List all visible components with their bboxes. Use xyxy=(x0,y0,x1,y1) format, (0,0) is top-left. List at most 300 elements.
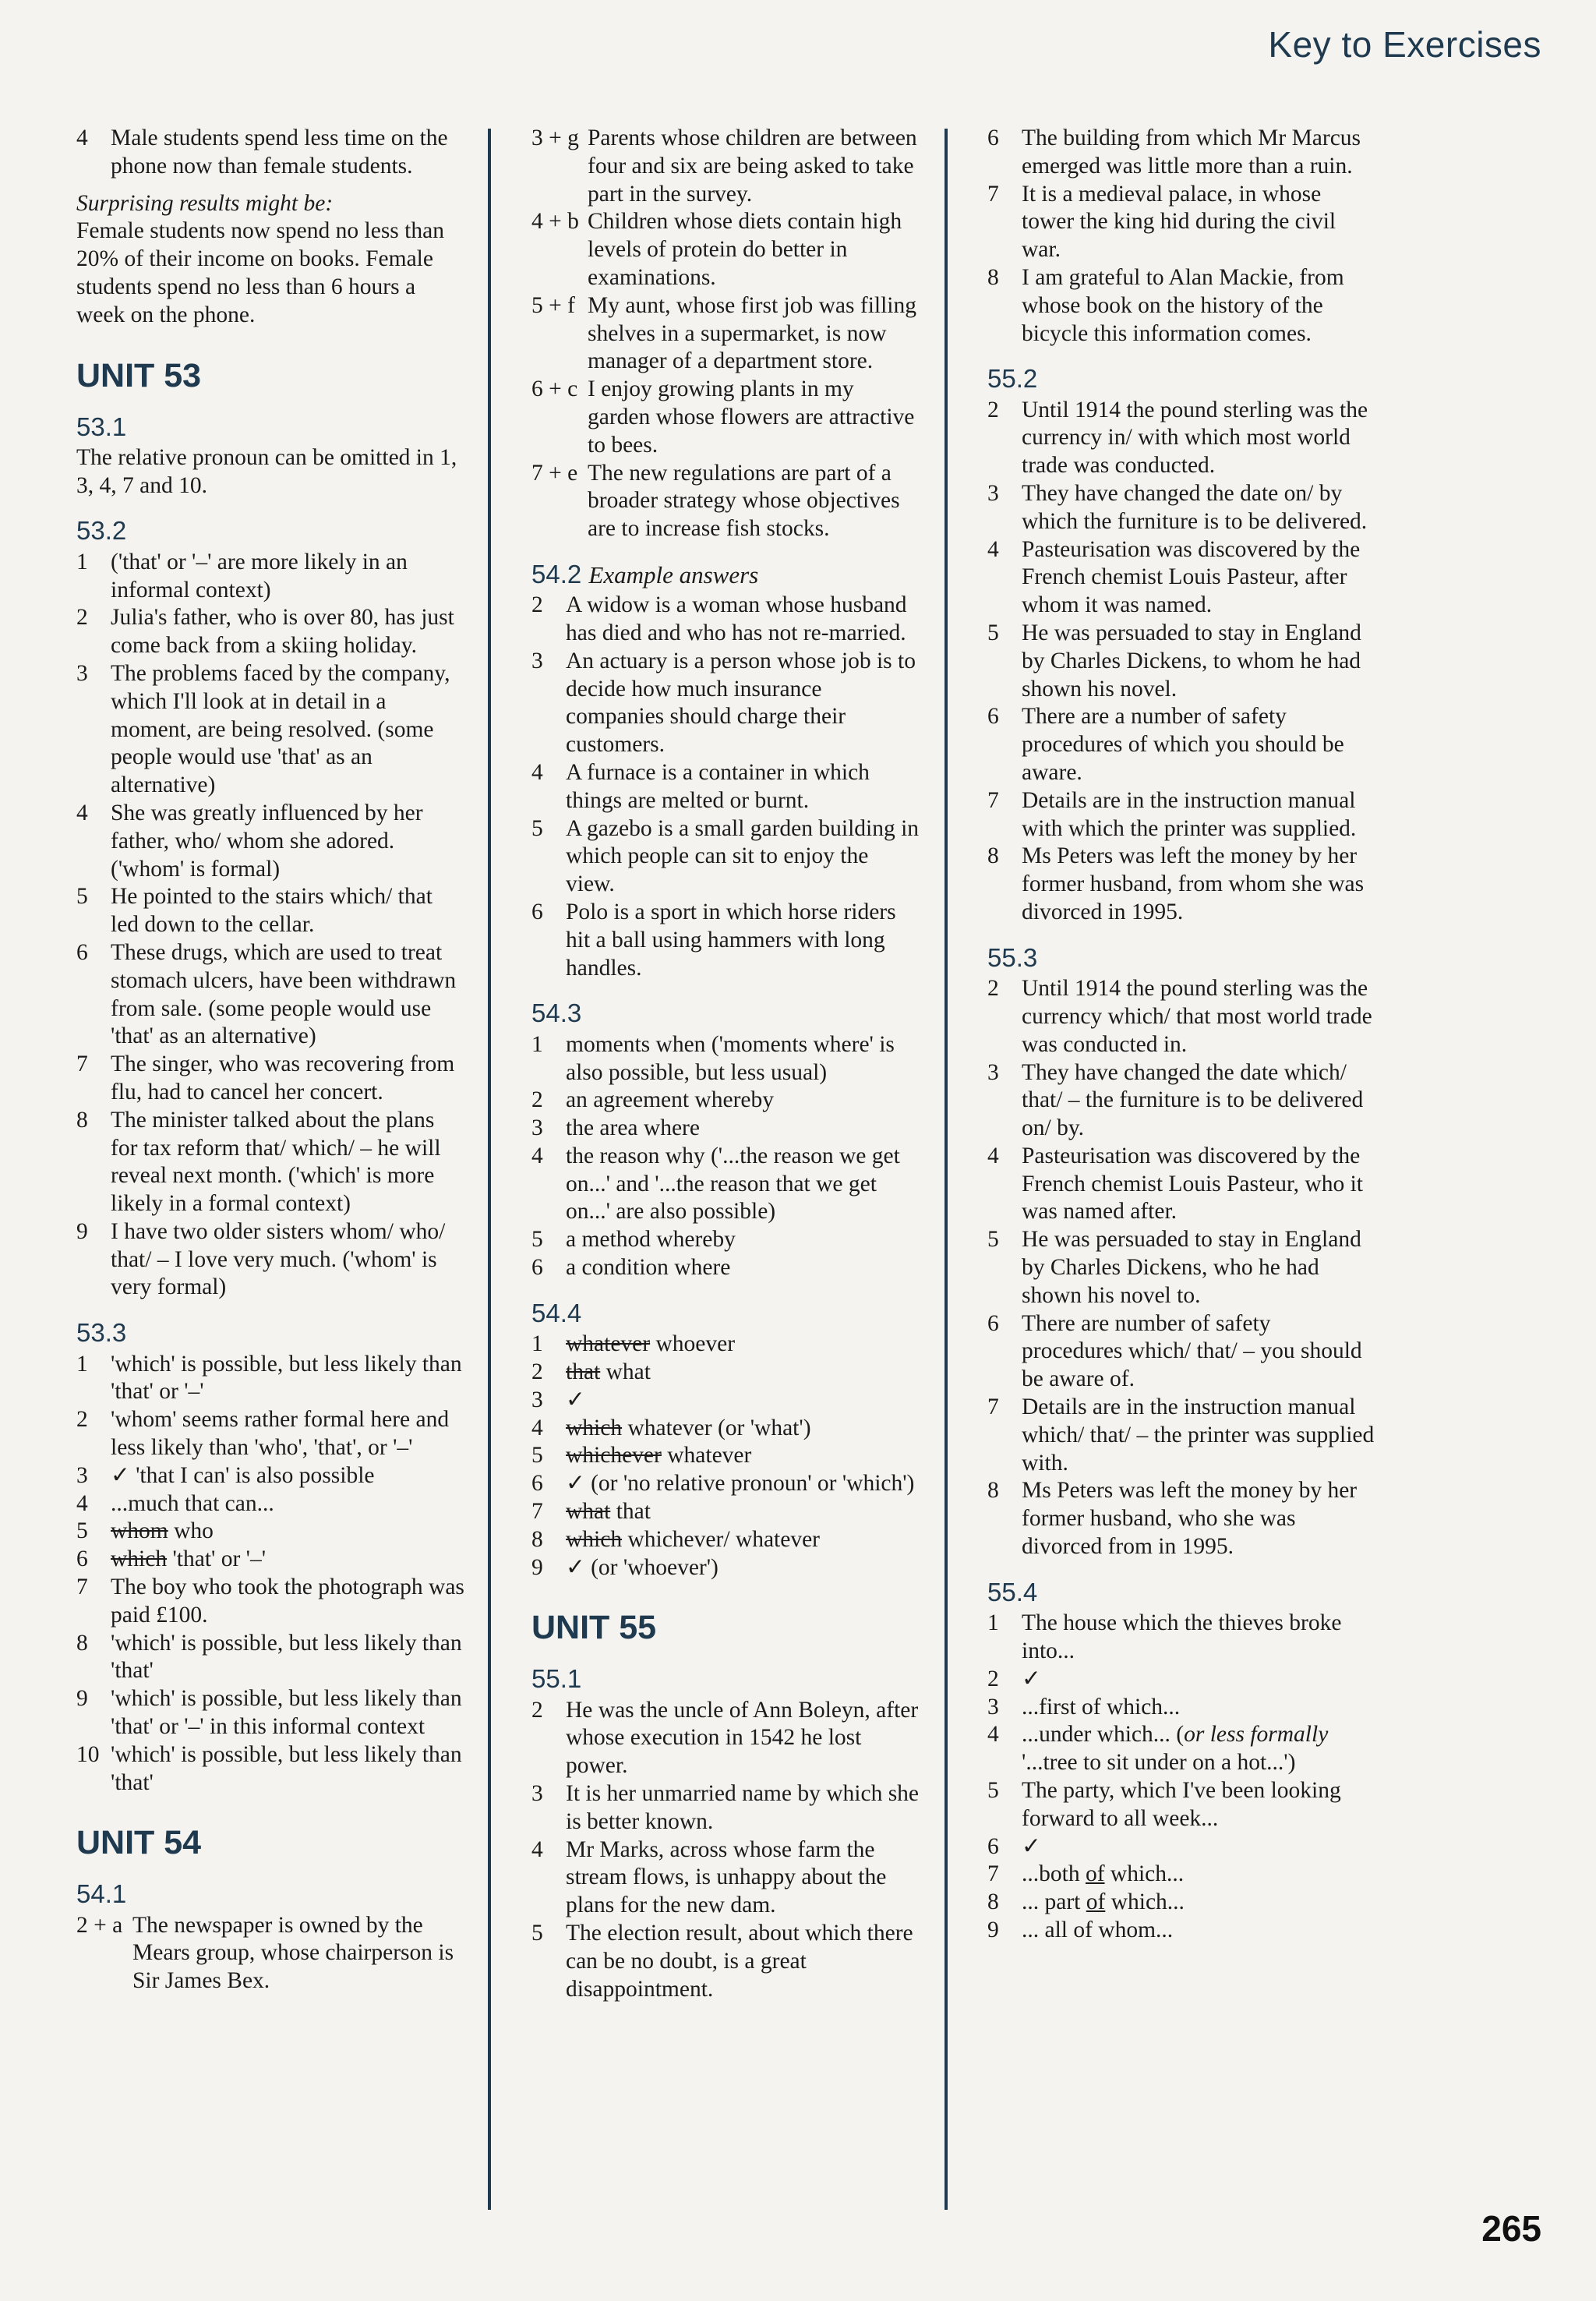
item-text-part: Details are in the instruction manual with which the printer was supplied. xyxy=(1022,787,1357,841)
item-text xyxy=(132,1912,466,1995)
item-text xyxy=(1022,1310,1377,1394)
struck-word: what xyxy=(566,1498,611,1524)
answer-item xyxy=(531,1087,921,1115)
item-number: 8 xyxy=(987,843,999,869)
section-heading: 54.1 xyxy=(76,1879,127,1909)
item-number: 5 xyxy=(76,884,88,910)
item-text xyxy=(566,592,921,648)
item-number: 6 xyxy=(76,939,88,965)
item-number: 2 xyxy=(76,605,88,631)
item-text-part: ... part xyxy=(1022,1889,1086,1915)
answer-item xyxy=(987,1777,1377,1833)
item-text xyxy=(1022,1694,1377,1722)
answer-item xyxy=(987,703,1377,786)
item-number: 5 xyxy=(531,815,543,841)
answer-item xyxy=(531,1780,921,1836)
answer-item xyxy=(76,604,466,660)
item-number: 5 xyxy=(76,1518,88,1544)
item-number: 7 xyxy=(987,1861,999,1887)
item-number: 4 xyxy=(987,1143,999,1168)
item-text-part: 'that' or '–' xyxy=(172,1546,267,1572)
item-text-part: The election result, about which there can be no doubt, is a great disappointment. xyxy=(566,1921,913,2002)
item-text-part: He pointed to the stairs which/ that led down to the cellar. xyxy=(111,884,433,938)
item-text xyxy=(566,759,921,815)
item-number: 5 xyxy=(531,1227,543,1253)
item-number: 5 xyxy=(987,1777,999,1803)
unit-heading: UNIT 53 xyxy=(76,356,202,394)
answer-item xyxy=(531,125,921,208)
item-text-part: which... xyxy=(1105,1889,1185,1915)
item-text-part: The minister talked about the plans for tax reform that/ which/ – he will reveal next month. ('which' is more likely in a formal context) xyxy=(111,1107,441,1217)
answer-item xyxy=(987,1833,1377,1861)
item-text-part: ...under which... ( xyxy=(1022,1722,1185,1748)
item-text-part: The building from which Mr Marcus emerged was little more than a ruin. xyxy=(1022,125,1361,178)
answer-item xyxy=(987,181,1377,264)
item-text xyxy=(566,1780,921,1836)
item-number: 5 + f xyxy=(531,292,575,318)
item-text-part: ('that' or '–' are more likely in an informal context) xyxy=(111,549,408,603)
item-text xyxy=(1022,1059,1377,1143)
answer-list xyxy=(531,1331,921,1582)
item-text-part: Ms Peters was left the money by her former husband, from whom she was divorced in 1995. xyxy=(1022,843,1365,925)
item-number: 2 xyxy=(531,1697,543,1723)
item-text xyxy=(566,1697,921,1780)
item-number: 4 xyxy=(76,800,88,825)
item-number: 1 xyxy=(531,1031,543,1057)
item-text-part: Mr Marks, across whose farm the stream flows, is unhappy about the plans for the new dam. xyxy=(566,1836,887,1918)
struck-word: which xyxy=(111,1546,168,1572)
item-text-part: He was the uncle of Ann Boleyn, after whose execution in 1542 he lost power. xyxy=(566,1697,919,1779)
section-heading: 55.2 xyxy=(987,364,1038,394)
item-text xyxy=(1022,1777,1377,1833)
answer-item xyxy=(987,1917,1377,1945)
answer-item xyxy=(531,1554,921,1582)
item-number: 6 xyxy=(76,1546,88,1572)
item-text xyxy=(111,1490,466,1518)
item-text xyxy=(566,1254,921,1282)
item-text-part: a method whereby xyxy=(566,1227,736,1253)
item-number: 6 xyxy=(987,1833,999,1859)
answer-list xyxy=(987,397,1377,927)
item-number: 7 xyxy=(531,1498,543,1524)
section-heading: 55.1 xyxy=(531,1664,582,1694)
item-number: 2 xyxy=(531,1359,543,1384)
item-italic-note: or less formally xyxy=(1184,1722,1329,1748)
item-text-part: the area where xyxy=(566,1115,700,1141)
section-note: Example answers xyxy=(588,560,759,589)
answer-item xyxy=(531,1415,921,1443)
item-text-part: The party, which I've been looking forward to all week... xyxy=(1022,1777,1341,1831)
item-text-part: whoever xyxy=(655,1331,736,1357)
item-text xyxy=(566,1359,921,1387)
item-number: 2 + a xyxy=(76,1912,123,1938)
item-text xyxy=(566,1836,921,1920)
item-text xyxy=(566,899,921,982)
answer-list xyxy=(531,592,921,982)
item-text-part: ✓ 'that I can' is also possible xyxy=(111,1462,375,1488)
item-text-part: I enjoy growing plants in my garden whose flowers are attractive to bees. xyxy=(588,376,915,458)
answer-item xyxy=(76,1051,466,1107)
item-number: 6 xyxy=(987,1310,999,1336)
answer-item xyxy=(987,1889,1377,1917)
item-text-part: '...tree to sit under on a hot...') xyxy=(1022,1722,1334,1776)
answer-item xyxy=(531,592,921,648)
item-text xyxy=(1022,397,1377,480)
item-text xyxy=(566,1331,921,1359)
item-number: 3 xyxy=(531,1781,543,1807)
answer-item xyxy=(987,125,1377,181)
item-text xyxy=(588,208,921,292)
item-text xyxy=(566,1031,921,1087)
answer-item xyxy=(531,1836,921,1920)
item-text-part: the reason why ('...the reason we get on...' and '...the reason that we get on...' are also possible) xyxy=(566,1143,900,1225)
item-text-part: whatever xyxy=(667,1443,752,1469)
answer-list xyxy=(76,1351,466,1797)
answer-item xyxy=(987,787,1377,843)
item-text xyxy=(1022,975,1377,1059)
item-text xyxy=(1022,1394,1377,1477)
answer-item xyxy=(987,397,1377,480)
answer-item xyxy=(987,1861,1377,1889)
item-text xyxy=(1022,480,1377,536)
answer-item xyxy=(987,536,1377,620)
answer-item xyxy=(76,1406,466,1462)
answer-item xyxy=(76,125,466,181)
item-number: 3 xyxy=(531,1115,543,1141)
answer-list xyxy=(531,1031,921,1282)
item-number: 4 xyxy=(531,1143,543,1168)
item-text-part: My aunt, whose first job was filling shelves in a supermarket, is now manager of a department store. xyxy=(588,292,916,374)
item-text xyxy=(566,1387,921,1415)
answer-item xyxy=(76,1490,466,1518)
answer-item xyxy=(531,1920,921,2003)
answer-item xyxy=(531,376,921,459)
item-text-part: whichever/ whatever xyxy=(627,1526,820,1552)
answer-item xyxy=(531,1387,921,1415)
answer-item xyxy=(76,1107,466,1218)
item-number: 8 xyxy=(531,1526,543,1552)
underlined-word: of xyxy=(1086,1889,1106,1915)
item-number: 7 xyxy=(76,1574,88,1599)
item-text xyxy=(566,1115,921,1143)
item-text xyxy=(1022,1889,1377,1917)
section-number: 54.2 xyxy=(531,559,582,589)
answer-item xyxy=(76,1912,466,1995)
item-text-part: a condition where xyxy=(566,1255,731,1281)
item-text-part: It is a medieval palace, in whose tower the king hid during the civil war. xyxy=(1022,181,1336,263)
item-number: 2 xyxy=(76,1407,88,1433)
struck-word: whom xyxy=(111,1518,168,1544)
item-text-part: ... all of whom... xyxy=(1022,1917,1174,1942)
answer-item xyxy=(76,1685,466,1741)
item-text-part: 'which' is possible, but less likely than 'that' xyxy=(111,1630,462,1684)
item-text xyxy=(588,292,921,376)
item-text-part: Pasteurisation was discovered by the French chemist Louis Pasteur, after whom it was named. xyxy=(1022,536,1361,618)
answer-item xyxy=(531,460,921,543)
item-text-part: who xyxy=(174,1518,214,1544)
answer-item xyxy=(76,883,466,939)
answer-item xyxy=(531,1442,921,1470)
item-text-part: Details are in the instruction manual which/ that/ – the printer was supplied with. xyxy=(1022,1394,1375,1476)
item-number: 4 xyxy=(76,125,88,150)
item-text xyxy=(566,1498,921,1526)
item-number: 2 xyxy=(987,397,999,422)
item-number: 1 xyxy=(987,1610,999,1636)
item-text-part: I am grateful to Alan Mackie, from whose book on the history of the bicycle this information comes. xyxy=(1022,264,1344,346)
page-header-title: Key to Exercises xyxy=(1268,24,1541,65)
answer-item xyxy=(76,1518,466,1546)
item-text-part: ...much that can... xyxy=(111,1490,274,1516)
item-text-part: ✓ xyxy=(566,1387,585,1412)
section-heading: 54.4 xyxy=(531,1298,582,1327)
answer-item xyxy=(987,1310,1377,1394)
item-text xyxy=(1022,620,1377,703)
item-number: 4 xyxy=(76,1490,88,1516)
item-text xyxy=(566,1470,921,1498)
item-text xyxy=(111,883,466,939)
column-1 xyxy=(76,125,466,1995)
item-number: 1 xyxy=(76,1351,88,1377)
item-text-part: The problems faced by the company, which I'll look at in detail in a moment, are being resolved. (some people would use 'that' as an alternative) xyxy=(111,660,450,798)
item-text-part: The new regulations are part of a broader strategy whose objectives are to increase fish stocks. xyxy=(588,460,900,542)
item-number: 3 xyxy=(987,481,999,507)
surprising-text: Female students now spend no less than 20% of their income on books. Female students spend no less than 6 hours a week on the phone. xyxy=(76,218,444,327)
item-text-part: He was persuaded to stay in England by Charles Dickens, to whom he had shown his novel. xyxy=(1022,620,1361,702)
item-text-part: They have changed the date on/ by which the furniture is to be delivered. xyxy=(1022,481,1368,534)
item-text xyxy=(1022,1477,1377,1561)
answer-item xyxy=(531,208,921,292)
item-number: 7 xyxy=(987,787,999,813)
item-text xyxy=(1022,1226,1377,1310)
item-text-part: Ms Peters was left the money by her former husband, who she was divorced from in 1995. xyxy=(1022,1478,1358,1560)
answer-item xyxy=(987,1394,1377,1477)
item-number: 3 xyxy=(531,648,543,673)
answer-item xyxy=(76,660,466,800)
item-number: 3 + g xyxy=(531,125,579,150)
item-text-part: The boy who took the photograph was paid £100. xyxy=(111,1574,464,1628)
item-text xyxy=(111,1630,466,1686)
answer-item xyxy=(987,843,1377,926)
item-text xyxy=(1022,1721,1377,1777)
answer-list xyxy=(987,1610,1377,1945)
item-number: 6 xyxy=(531,1471,543,1497)
item-text xyxy=(1022,125,1377,181)
item-text xyxy=(111,660,466,800)
item-number: 5 xyxy=(987,1227,999,1253)
item-number: 4 + b xyxy=(531,209,579,235)
answer-item xyxy=(531,1498,921,1526)
item-text-part: 'whom' seems rather formal here and less likely than 'who', 'that', or '–' xyxy=(111,1407,450,1460)
item-number: 2 xyxy=(987,976,999,1002)
answer-item xyxy=(531,759,921,815)
answer-item xyxy=(987,1721,1377,1777)
item-text xyxy=(111,1107,466,1218)
item-number: 4 xyxy=(531,1415,543,1440)
answer-item xyxy=(987,1226,1377,1310)
answer-item xyxy=(76,800,466,883)
item-text xyxy=(111,1351,466,1407)
column-divider xyxy=(488,129,491,2210)
item-text-part: ✓ (or 'no relative pronoun' or 'which') xyxy=(566,1471,915,1497)
item-text xyxy=(1022,843,1377,926)
struck-word: that xyxy=(566,1359,601,1384)
section-heading: 53.2 xyxy=(76,516,127,546)
item-number: 5 xyxy=(987,620,999,646)
item-text xyxy=(566,1554,921,1582)
item-text xyxy=(1022,1610,1377,1666)
item-number: 3 xyxy=(531,1387,543,1412)
item-text xyxy=(566,1526,921,1554)
item-text-part: A widow is a woman whose husband has died and who has not re-married. xyxy=(566,592,907,646)
item-number: 7 + e xyxy=(531,460,578,486)
item-number: 1 xyxy=(76,549,88,574)
item-text xyxy=(1022,1833,1377,1861)
item-text xyxy=(111,1462,466,1490)
item-number: 4 xyxy=(987,536,999,562)
answer-item xyxy=(987,975,1377,1059)
answer-item xyxy=(987,1059,1377,1143)
item-text xyxy=(111,1741,466,1797)
answer-item xyxy=(531,1143,921,1226)
section-text: The relative pronoun can be omitted in 1, 3, 4, 7 and 10. xyxy=(76,444,457,498)
answer-item xyxy=(531,1470,921,1498)
answer-item xyxy=(987,480,1377,536)
answer-item xyxy=(76,939,466,1051)
item-number: 2 xyxy=(987,1666,999,1691)
item-number: 3 xyxy=(987,1694,999,1720)
item-text xyxy=(566,1442,921,1470)
item-number: 4 xyxy=(987,1722,999,1748)
answer-list xyxy=(531,1697,921,2004)
item-text xyxy=(566,1143,921,1226)
answer-item xyxy=(987,264,1377,348)
item-number: 3 xyxy=(76,660,88,686)
item-number: 2 xyxy=(531,592,543,618)
answer-item xyxy=(987,1610,1377,1666)
item-number: 4 xyxy=(531,760,543,786)
struck-word: whichever xyxy=(566,1443,662,1469)
item-number: 3 xyxy=(987,1059,999,1085)
item-number: 8 xyxy=(76,1107,88,1133)
answer-item xyxy=(76,1630,466,1686)
section-heading xyxy=(531,560,921,589)
underlined-word: of xyxy=(1085,1861,1105,1887)
item-text xyxy=(111,549,466,605)
item-text-part: There are number of safety procedures which/ that/ – you should be aware of. xyxy=(1022,1310,1362,1392)
page-number: 265 xyxy=(1481,2208,1541,2249)
item-text-part: She was greatly influenced by her father, who/ whom she adored. ('whom' is formal) xyxy=(111,800,423,882)
item-text xyxy=(111,1574,466,1630)
item-number: 1 xyxy=(531,1331,543,1357)
item-text: Male students spend less time on the phone now than female students. xyxy=(111,125,448,178)
item-text-part: The singer, who was recovering from flu, had to cancel her concert. xyxy=(111,1052,455,1105)
item-text xyxy=(566,815,921,899)
answer-item xyxy=(531,648,921,759)
item-number: 6 xyxy=(531,1255,543,1281)
item-text xyxy=(111,939,466,1051)
item-text xyxy=(588,125,921,208)
item-text-part: ...first of which... xyxy=(1022,1694,1181,1720)
answer-item xyxy=(987,1477,1377,1561)
item-text-part: 'which' is possible, but less likely than 'that' or '–' xyxy=(111,1351,462,1405)
item-text-part: I have two older sisters whom/ who/ that/ – I love very much. ('whom' is very formal) xyxy=(111,1218,446,1300)
answer-item xyxy=(987,1694,1377,1722)
item-number: 3 xyxy=(76,1462,88,1488)
answer-item xyxy=(987,620,1377,703)
answer-item xyxy=(987,1666,1377,1694)
item-number: 8 xyxy=(76,1630,88,1656)
item-text-part: These drugs, which are used to treat stomach ulcers, have been withdrawn from sale. (some people would use 'that' as an alternative) xyxy=(111,939,457,1049)
item-number: 9 xyxy=(987,1917,999,1942)
item-text xyxy=(111,1546,466,1574)
answer-item xyxy=(76,1546,466,1574)
answer-item xyxy=(76,549,466,605)
item-text-part: an agreement whereby xyxy=(566,1087,774,1113)
item-text-part: that xyxy=(616,1498,651,1524)
item-text-part: There are a number of safety procedures of which you should be aware. xyxy=(1022,704,1344,786)
item-text xyxy=(1022,181,1377,264)
item-text-part: whatever (or 'what') xyxy=(627,1415,811,1440)
item-text-part: ✓ xyxy=(1022,1833,1041,1859)
answer-item xyxy=(76,1741,466,1797)
item-text xyxy=(1022,1861,1377,1889)
item-text-part: Children whose diets contain high levels of protein do better in examinations. xyxy=(588,209,902,290)
item-text xyxy=(566,1226,921,1254)
item-text-part: Parents whose children are between four and six are being asked to take part in the survey. xyxy=(588,125,917,207)
answer-item xyxy=(531,1226,921,1254)
section-heading: 55.3 xyxy=(987,942,1038,972)
answer-item xyxy=(531,1697,921,1780)
item-text xyxy=(111,1218,466,1302)
item-number: 8 xyxy=(987,1889,999,1915)
item-text-part: 'which' is possible, but less likely than 'that' xyxy=(111,1741,462,1795)
item-text-part: A furnace is a container in which things are melted or burnt. xyxy=(566,760,870,813)
item-number: 4 xyxy=(531,1836,543,1862)
item-text xyxy=(1022,1143,1377,1226)
item-text-part: He was persuaded to stay in England by Charles Dickens, who he had shown his novel to. xyxy=(1022,1227,1361,1308)
item-text xyxy=(588,460,921,543)
item-text xyxy=(566,1920,921,2003)
answer-list xyxy=(987,125,1377,348)
section-heading: 53.1 xyxy=(76,412,127,441)
item-number: 7 xyxy=(76,1052,88,1077)
item-number: 8 xyxy=(987,1478,999,1504)
item-text-part: They have changed the date which/ that/ – the furniture is to be delivered on/ by. xyxy=(1022,1059,1364,1141)
item-number: 7 xyxy=(987,181,999,207)
unit-heading: UNIT 55 xyxy=(531,1609,657,1647)
struck-word: which xyxy=(566,1526,623,1552)
item-text xyxy=(111,1406,466,1462)
item-text-part: which... xyxy=(1104,1861,1185,1887)
item-number: 2 xyxy=(531,1087,543,1113)
item-text-part: A gazebo is a small garden building in which people can sit to enjoy the view. xyxy=(566,815,920,897)
item-text-part: Julia's father, who is over 80, has just come back from a skiing holiday. xyxy=(111,605,454,659)
item-text-part: An actuary is a person whose job is to decide how much insurance companies should charge their customers. xyxy=(566,648,916,758)
answer-item xyxy=(531,1359,921,1387)
column-3 xyxy=(987,125,1377,1945)
item-number: 6 xyxy=(987,704,999,730)
item-number: 7 xyxy=(987,1394,999,1420)
column-divider xyxy=(945,129,948,2210)
item-text xyxy=(111,1518,466,1546)
answer-list xyxy=(76,1912,466,1995)
section-heading: 53.3 xyxy=(76,1318,127,1348)
surprising-label: Surprising results might be: xyxy=(76,190,334,216)
item-text xyxy=(1022,1917,1377,1945)
item-text-part: It is her unmarried name by which she is better known. xyxy=(566,1781,920,1834)
item-text-part: Until 1914 the pound sterling was the currency in/ with which most world trade was conducted. xyxy=(1022,397,1368,479)
item-number: 9 xyxy=(531,1554,543,1580)
